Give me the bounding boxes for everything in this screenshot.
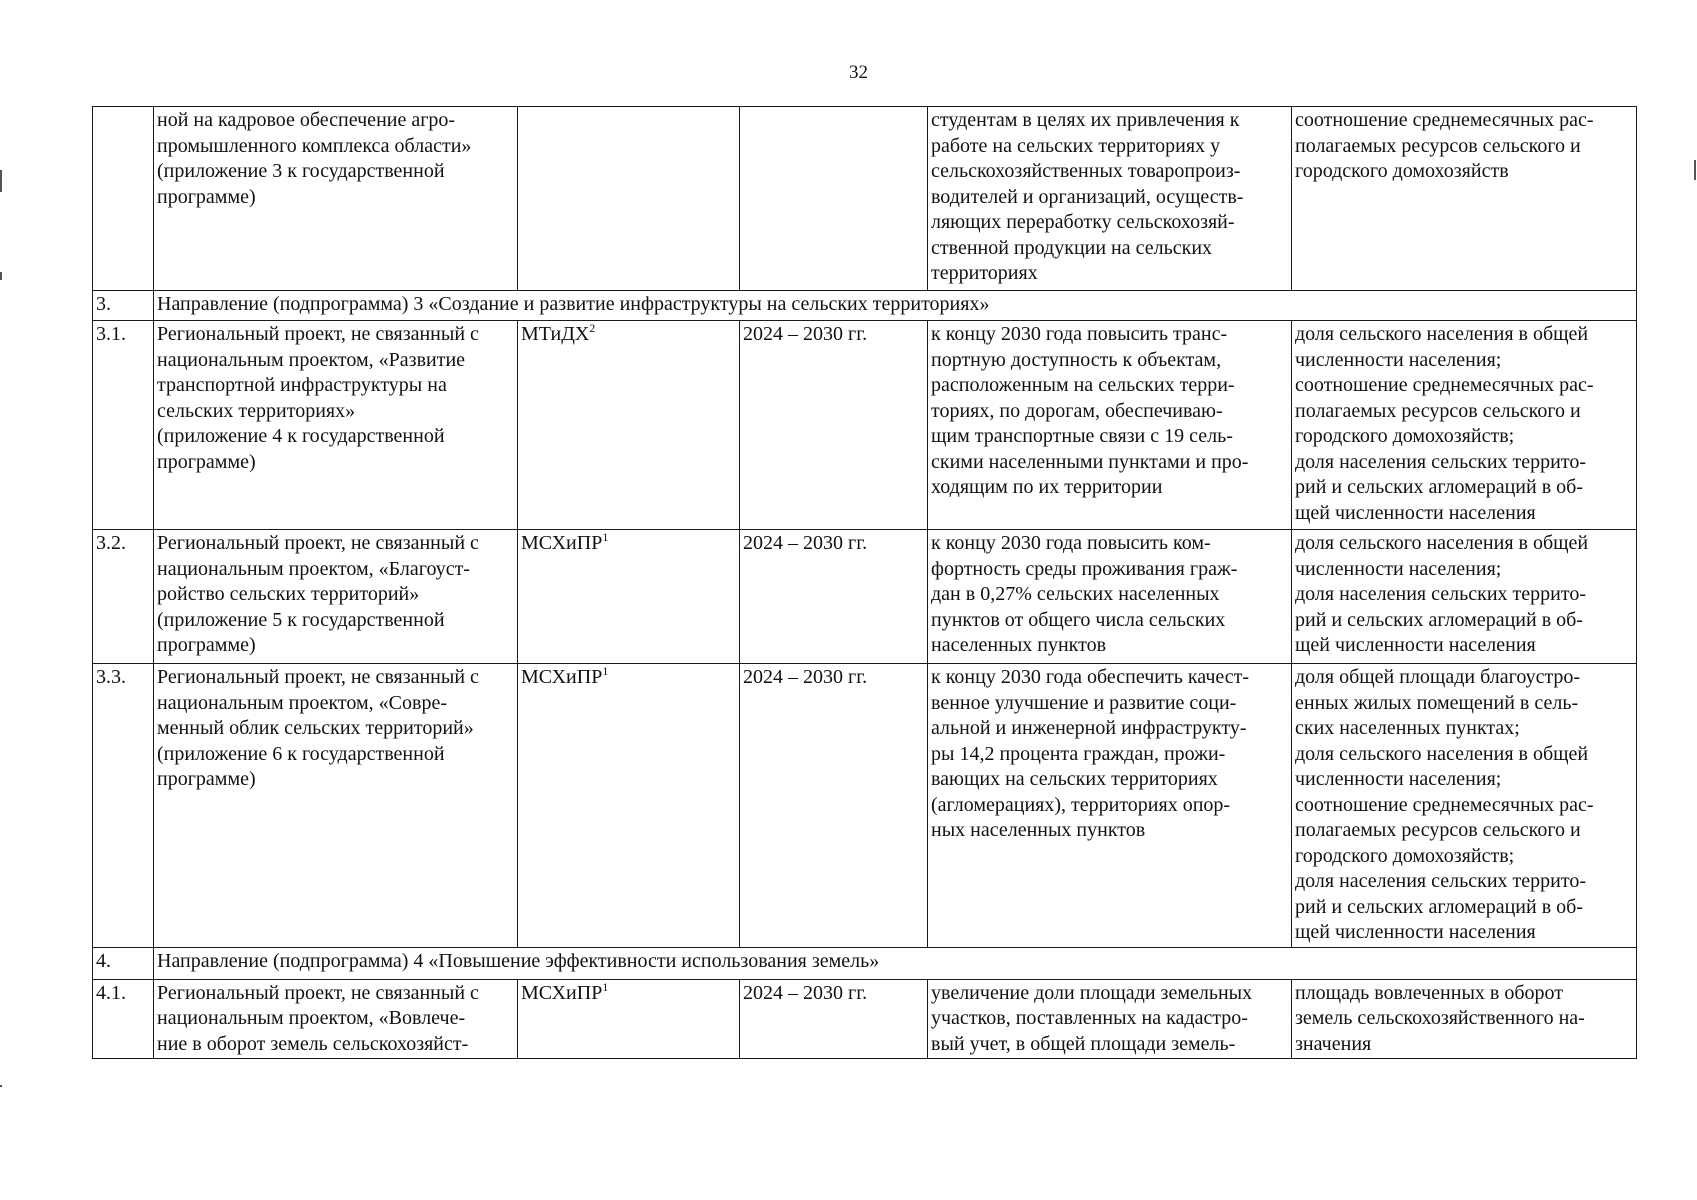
indicator-line: рий и сельских агломераций в об- [1295,608,1583,631]
indicator-line: доля сельского населения в общей [1295,323,1589,345]
footnote-mark: 1 [602,979,609,994]
result-line: альной и инженерной инфраструкту- [931,717,1247,739]
result-line: участков, поставленных на кадастро- [931,1007,1248,1029]
period-cell: 2024 – 2030 гг. [740,321,928,530]
section-number: 4. [93,947,154,979]
responsible-executor: МСХиПР [521,666,603,688]
project-name-line: программе) [157,185,256,208]
scan-mark [0,170,2,192]
result-line: ственной продукции на сельских [931,236,1213,259]
footnote-mark: 1 [602,530,609,544]
result-line: вый учет, в общей площади земель- [931,1032,1236,1055]
result-cell [928,979,1292,1059]
result-line: портную доступность к объектам, [931,348,1222,371]
scan-mark [0,272,2,280]
table-body [93,107,1637,1059]
table-row [93,664,1637,948]
indicator-line: полагаемых ресурсов сельского и [1295,819,1581,841]
result-line: к концу 2030 года повысить ком- [931,532,1211,554]
project-name-line: Региональный проект, не связанный с [157,532,479,554]
indicator-line: щей численности населения [1295,501,1536,524]
responsible-cell [518,107,740,291]
project-name-line: (приложение 6 к государственной [157,742,445,765]
project-name-line: Региональный проект, не связанный с [157,323,479,345]
row-number: 3.3. [93,664,154,948]
project-name-line: Региональный проект, не связанный с [157,981,479,1004]
responsible-executor: МСХиПР [521,981,603,1004]
responsible-cell [518,979,740,1059]
page-number: 32 [849,62,868,83]
period-cell [740,107,928,291]
project-name-line: Региональный проект, не связанный с [157,666,479,688]
indicator-line: численности населения; [1295,557,1502,580]
indicator-line: значения [1295,1032,1372,1055]
indicator-cell [1292,664,1637,948]
project-name-cell [154,664,518,948]
result-line: ры 14,2 процента граждан, прожи- [931,742,1226,765]
result-cell [928,107,1292,291]
indicator-line: численности населения; [1295,348,1502,371]
indicator-line: земель сельскохозяйственного на- [1295,1007,1585,1029]
indicator-line: соотношение среднемесячных рас- [1295,374,1594,396]
section-header-row [93,291,1637,321]
project-name-line: менный облик сельских территорий» [157,717,474,739]
project-name-cell [154,979,518,1059]
table-row [93,979,1637,1059]
footnote-mark: 1 [602,664,609,678]
indicator-line: городского домохозяйств; [1295,425,1515,447]
indicator-cell [1292,321,1637,530]
result-line: увеличение доли площади земельных [931,981,1253,1004]
result-line: ных населенных пунктов [931,819,1146,841]
project-name-line: ройство сельских территорий» [157,583,420,605]
result-cell [928,321,1292,530]
project-name-line: программе) [157,450,256,473]
result-cell [928,530,1292,664]
indicator-line: полагаемых ресурсов сельского и [1295,134,1581,157]
result-line: сельскохозяйственных товаропроиз- [931,160,1241,182]
result-line: дан в 0,27% сельских населенных [931,583,1220,605]
indicator-line: городского домохозяйств; [1295,844,1515,867]
indicator-line: щей численности населения [1295,634,1536,656]
result-line: ториях, по дорогам, обеспечиваю- [931,399,1223,422]
table-row [93,530,1637,664]
program-table [92,106,1637,1059]
result-line: водителей и организаций, осуществ- [931,185,1244,208]
project-name-cell [154,107,518,291]
period-cell: 2024 – 2030 гг. [740,979,928,1059]
indicator-line: соотношение среднемесячных рас- [1295,793,1594,816]
responsible-cell [518,530,740,664]
section-title: Направление (подпрограмма) 3 «Создание и развитие инфраструктуры на сельских территориях» [154,291,1637,321]
indicator-line: численности населения; [1295,768,1502,790]
result-line: ходящим по их территории [931,476,1163,498]
responsible-executor: МСХиПР [521,532,603,554]
project-name-line: ной на кадровое обеспечение агро- [157,109,456,131]
table-row [93,321,1637,530]
indicator-line: доля населения сельских террито- [1295,870,1586,892]
result-line: пунктов от общего числа сельских [931,608,1226,631]
result-line: венное улучшение и развитие соци- [931,691,1237,714]
indicator-cell [1292,979,1637,1059]
project-name-line: промышленного комплекса области» [157,134,472,157]
row-number [93,107,154,291]
project-name-line: транспортной инфраструктуры на [157,374,447,396]
responsible-cell [518,664,740,948]
indicator-line: енных жилых помещений в сель- [1295,691,1579,714]
row-number: 3.1. [93,321,154,530]
row-number: 3.2. [93,530,154,664]
result-line: ляющих переработку сельскохозяй- [931,211,1235,233]
result-line: территориях [931,262,1038,284]
indicator-line: доля населения сельских террито- [1295,450,1586,473]
table-row [93,107,1637,291]
result-line: работе на сельских территориях у [931,134,1221,157]
indicator-line: рий и сельских агломераций в об- [1295,895,1583,918]
indicator-line: соотношение среднемесячных рас- [1295,109,1594,131]
result-line: щим транспортные связи с 19 сель- [931,425,1233,447]
responsible-cell [518,321,740,530]
row-number: 4.1. [93,979,154,1059]
indicator-line: площадь вовлеченных в оборот [1295,981,1563,1004]
indicator-line: городского домохозяйств [1295,160,1509,182]
section-number: 3. [93,291,154,321]
project-name-line: национальным проектом, «Благоуст- [157,557,470,580]
indicator-line: щей численности населения [1295,921,1536,943]
project-name-line: программе) [157,634,256,656]
project-name-line: (приложение 3 к государственной [157,160,445,182]
scan-mark [0,1085,2,1087]
result-line: к концу 2030 года повысить транс- [931,323,1228,345]
indicator-line: доля населения сельских террито- [1295,583,1586,605]
result-line: расположенным на сельских терри- [931,374,1235,396]
footnote-mark: 2 [589,321,596,335]
responsible-executor: МТиДХ [521,323,590,345]
indicator-line: доля общей площади благоустро- [1295,666,1581,688]
result-line: вающих на сельских территориях [931,768,1218,790]
result-line: фортность среды проживания граж- [931,557,1238,580]
project-name-line: программе) [157,768,256,790]
scan-mark [1694,160,1696,180]
result-line: скими населенными пунктами и про- [931,450,1249,473]
project-name-line: национальным проектом, «Развитие [157,348,466,371]
project-name-line: (приложение 4 к государственной [157,425,445,447]
project-name-line: ние в оборот земель сельскохозяйст- [157,1032,469,1055]
result-line: студентам в целях их привлечения к [931,109,1240,131]
result-cell [928,664,1292,948]
period-cell: 2024 – 2030 гг. [740,530,928,664]
indicator-line: доля сельского населения в общей [1295,742,1589,765]
indicator-line: ских населенных пунктах; [1295,717,1520,739]
indicator-line: полагаемых ресурсов сельского и [1295,399,1581,422]
section-title: Направление (подпрограмма) 4 «Повышение эффективности использования земель» [154,947,1637,979]
project-name-line: сельских территориях» [157,399,356,422]
project-name-cell [154,321,518,530]
project-name-cell [154,530,518,664]
result-line: к концу 2030 года обеспечить качест- [931,666,1250,688]
result-line: населенных пунктов [931,634,1107,656]
project-name-line: национальным проектом, «Вовлече- [157,1007,466,1029]
period-cell: 2024 – 2030 гг. [740,664,928,948]
indicator-cell [1292,530,1637,664]
indicator-cell [1292,107,1637,291]
result-line: (агломерациях), территориях опор- [931,793,1231,816]
indicator-line: доля сельского населения в общей [1295,532,1589,554]
indicator-line: рий и сельских агломераций в об- [1295,476,1583,498]
project-name-line: (приложение 5 к государственной [157,608,445,631]
section-header-row [93,947,1637,979]
project-name-line: национальным проектом, «Совре- [157,691,447,714]
